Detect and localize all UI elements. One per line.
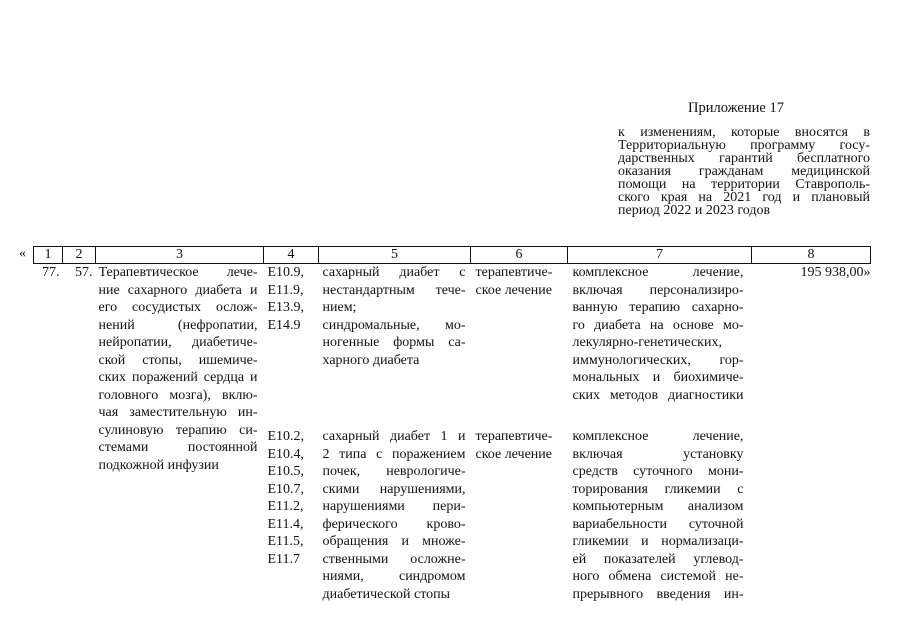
table-header-row [34, 247, 871, 264]
services-table [33, 246, 871, 603]
method-line: ских методов диагностики [572, 387, 744, 403]
method-line: ей показателей углевод- [572, 551, 744, 567]
icd-code: E10.4, [267, 446, 305, 462]
diagnosis [319, 428, 471, 603]
method-line: комплексное лечение, [572, 429, 744, 444]
column-header: 7 [568, 247, 752, 264]
diagnosis-line: синдромальные, мо- [322, 317, 466, 333]
icd-code: E10.7, [267, 481, 305, 497]
group-number: 57. [75, 265, 93, 280]
column-header: 4 [264, 247, 319, 264]
method-line: включая установку [572, 446, 744, 462]
icd-code: E11.2, [267, 499, 304, 514]
appendix-desc-line: оказания гражданам медицинской [618, 164, 870, 179]
icd-codes [264, 428, 319, 603]
icd-code: E13.9, [267, 300, 305, 315]
diagnosis-line: нестандартным тече- [322, 282, 466, 298]
diagnosis-line: сахарный диабет с [322, 265, 466, 280]
service-name-line: подкожной инфузии [98, 457, 219, 473]
method-line: ного обмена системой не- [572, 569, 744, 584]
treatment-method [568, 428, 752, 603]
column-header: 6 [471, 247, 568, 264]
column-header: 3 [96, 247, 264, 264]
service-name-line: чая заместительную ин- [98, 405, 258, 420]
column-header: 8 [752, 247, 871, 264]
method-line: торирования гликемии с [572, 481, 744, 497]
diagnosis-line: ногенные формы са- [322, 335, 466, 350]
icd-codes [264, 264, 319, 405]
method-line: ванную терапию сахарно- [572, 300, 744, 315]
treatment-method [568, 264, 752, 405]
price-value: 195 938,00» [800, 265, 871, 280]
diagnosis-line: ственными осложне- [322, 551, 466, 567]
treatment-line: ское лечение [475, 282, 552, 298]
method-line: иммунологических, гор- [572, 352, 744, 368]
appendix-title: Приложение 17 [688, 100, 784, 116]
service-name-line: ских поражений сердца и [98, 370, 258, 385]
method-line: прерывного введения ин- [572, 586, 744, 602]
treatment-line: терапевтиче- [475, 265, 553, 280]
service-name-line: ской стопы, ишемиче- [98, 352, 258, 368]
diagnosis [319, 264, 471, 405]
appendix-desc-line: дарственных гарантий бесплатного [618, 151, 870, 166]
column-header: 1 [34, 247, 63, 264]
icd-code: E14.9 [267, 317, 301, 333]
diagnosis-line: скими нарушениями, [322, 481, 466, 497]
service-name-line: нейропатии, диабетиче- [98, 335, 258, 350]
icd-code: E11.4, [267, 516, 304, 532]
spacer [264, 404, 752, 428]
method-line: компьютерным анализом [572, 499, 744, 514]
diagnosis-line: ниями, синдромом [322, 569, 466, 584]
opening-quote: « [19, 246, 26, 261]
method-line: средств суточного мони- [572, 464, 744, 479]
service-name-line: головного мозга), вклю- [98, 387, 258, 403]
service-name [96, 264, 264, 604]
column-header: 5 [319, 247, 471, 264]
service-name-line: ние сахарного диабета и [98, 282, 258, 298]
appendix-desc-line: Территориальную программу госу- [618, 138, 870, 153]
method-line: комплексное лечение, [572, 265, 744, 280]
method-line: гликемии и нормализаци- [572, 534, 744, 549]
icd-code: E10.5, [267, 464, 305, 479]
diagnosis-line: почек, неврологиче- [322, 464, 466, 479]
appendix-desc-line: период 2022 и 2023 годов [618, 203, 771, 218]
service-name-line: его сосудистых ослож- [98, 300, 258, 315]
service-name-line: нений (нефропатии, [98, 317, 258, 333]
appendix-description [618, 126, 870, 217]
diagnosis-line: нием; [322, 300, 357, 315]
column-header: 2 [63, 247, 96, 264]
treatment-line: терапевтиче- [475, 429, 553, 444]
icd-code: E11.5, [267, 534, 304, 549]
diagnosis-line: диабетической стопы [322, 586, 451, 602]
method-line: лекулярно-генетических, [572, 335, 722, 350]
diagnosis-line: ферического крово- [322, 516, 466, 532]
service-name-line: Терапевтическое лече- [98, 265, 258, 280]
appendix-desc-line: ского края на 2021 год и плановый [618, 190, 870, 205]
diagnosis-line: обращения и множе- [322, 534, 466, 549]
icd-code: E10.2, [267, 429, 305, 444]
service-name-line: сулиновую терапию си- [98, 422, 258, 438]
diagnosis-line: 2 типа с поражением [322, 446, 466, 462]
diagnosis-line: сахарный диабет 1 и [322, 429, 466, 444]
icd-code: E11.9, [267, 282, 304, 298]
method-line: включая персонализиро- [572, 282, 744, 298]
icd-code: E11.7 [267, 551, 301, 567]
diagnosis-line: харного диабета [322, 352, 420, 368]
method-line: мональных и биохимиче- [572, 370, 744, 385]
icd-code: E10.9, [267, 265, 305, 280]
method-line: вариабельности суточной [572, 516, 744, 532]
table-row [34, 264, 871, 405]
treatment-type [471, 264, 568, 405]
method-line: го диабета на основе мо- [572, 317, 744, 333]
treatment-line: ское лечение [475, 446, 552, 462]
diagnosis-line: нарушениями пери- [322, 499, 466, 514]
row-number: 77. [42, 265, 60, 280]
appendix-desc-line: помощи на территории Ставрополь- [618, 177, 870, 192]
service-name-line: стемами постоянной [98, 440, 258, 455]
treatment-type [471, 428, 568, 603]
appendix-desc-line: к изменениям, которые вносятся в [618, 125, 870, 140]
